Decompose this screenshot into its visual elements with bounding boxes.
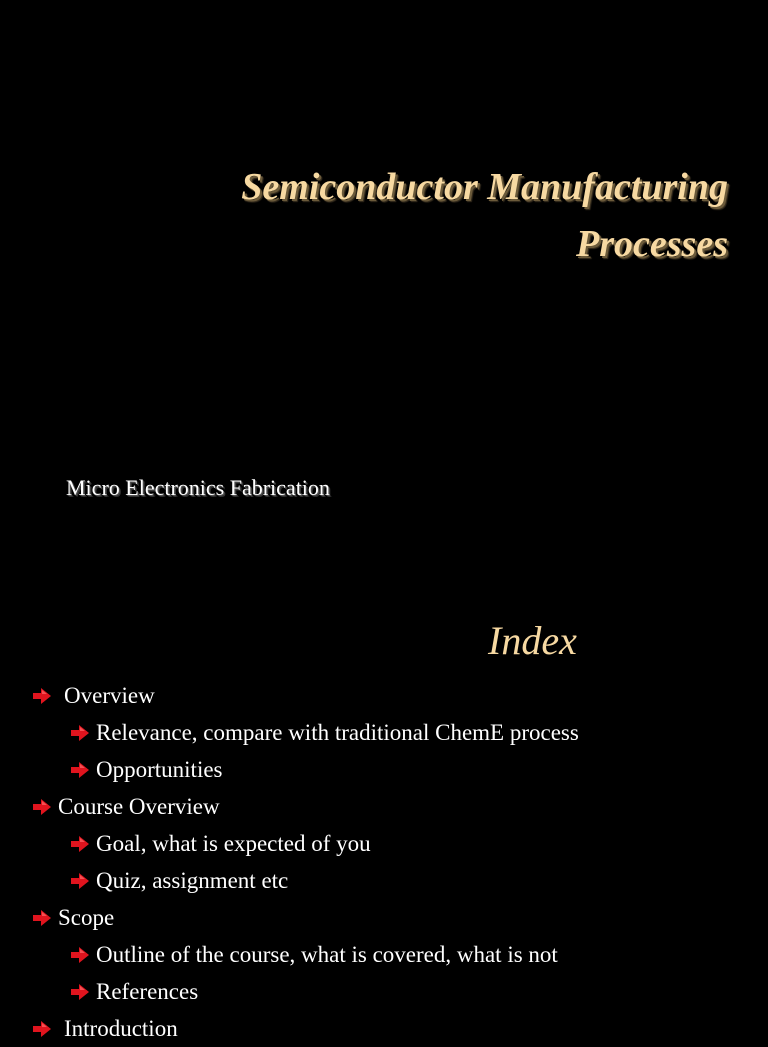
list-item [0,751,579,788]
list-item-text: References [96,978,199,1004]
red-arrow-bullet-icon [70,946,90,964]
list-item-text: Introduction [64,1015,178,1041]
red-arrow-bullet-icon [32,798,52,816]
list-item-text: Goal, what is expected of you [96,830,371,856]
red-arrow-bullet-icon [70,872,90,890]
red-arrow-bullet-icon [70,761,90,779]
slide-title-line-1: Semiconductor Manufacturing [241,166,728,209]
index-bullet-list [0,677,579,1047]
slide-subtitle: Micro Electronics Fabrication [66,475,330,500]
list-item-text: Outline of the course, what is covered, what is not [96,941,558,967]
list-item [0,973,579,1010]
index-slide [0,600,768,1041]
list-item [0,936,579,973]
list-item-text: Opportunities [96,756,223,782]
index-heading: Index [488,618,577,663]
list-item-text: Quiz, assignment etc [96,867,289,893]
slide-title-line-2: Processes [576,223,728,266]
red-arrow-bullet-icon [32,687,52,705]
red-arrow-bullet-icon [32,1020,52,1038]
list-item [0,714,579,751]
list-item-text: Course Overview [58,793,220,819]
list-item-text: Overview [64,682,155,708]
slide-title [48,159,728,273]
list-item [0,862,579,899]
list-item [0,899,579,936]
list-item-text: Relevance, compare with traditional ChemE process [96,719,579,745]
red-arrow-bullet-icon [70,724,90,742]
red-arrow-bullet-icon [32,909,52,927]
red-arrow-bullet-icon [70,983,90,1001]
red-arrow-bullet-icon [70,835,90,853]
list-item-text: Scope [58,904,115,930]
list-item [0,1010,579,1047]
list-item [0,677,579,714]
list-item [0,788,579,825]
list-item [0,825,579,862]
